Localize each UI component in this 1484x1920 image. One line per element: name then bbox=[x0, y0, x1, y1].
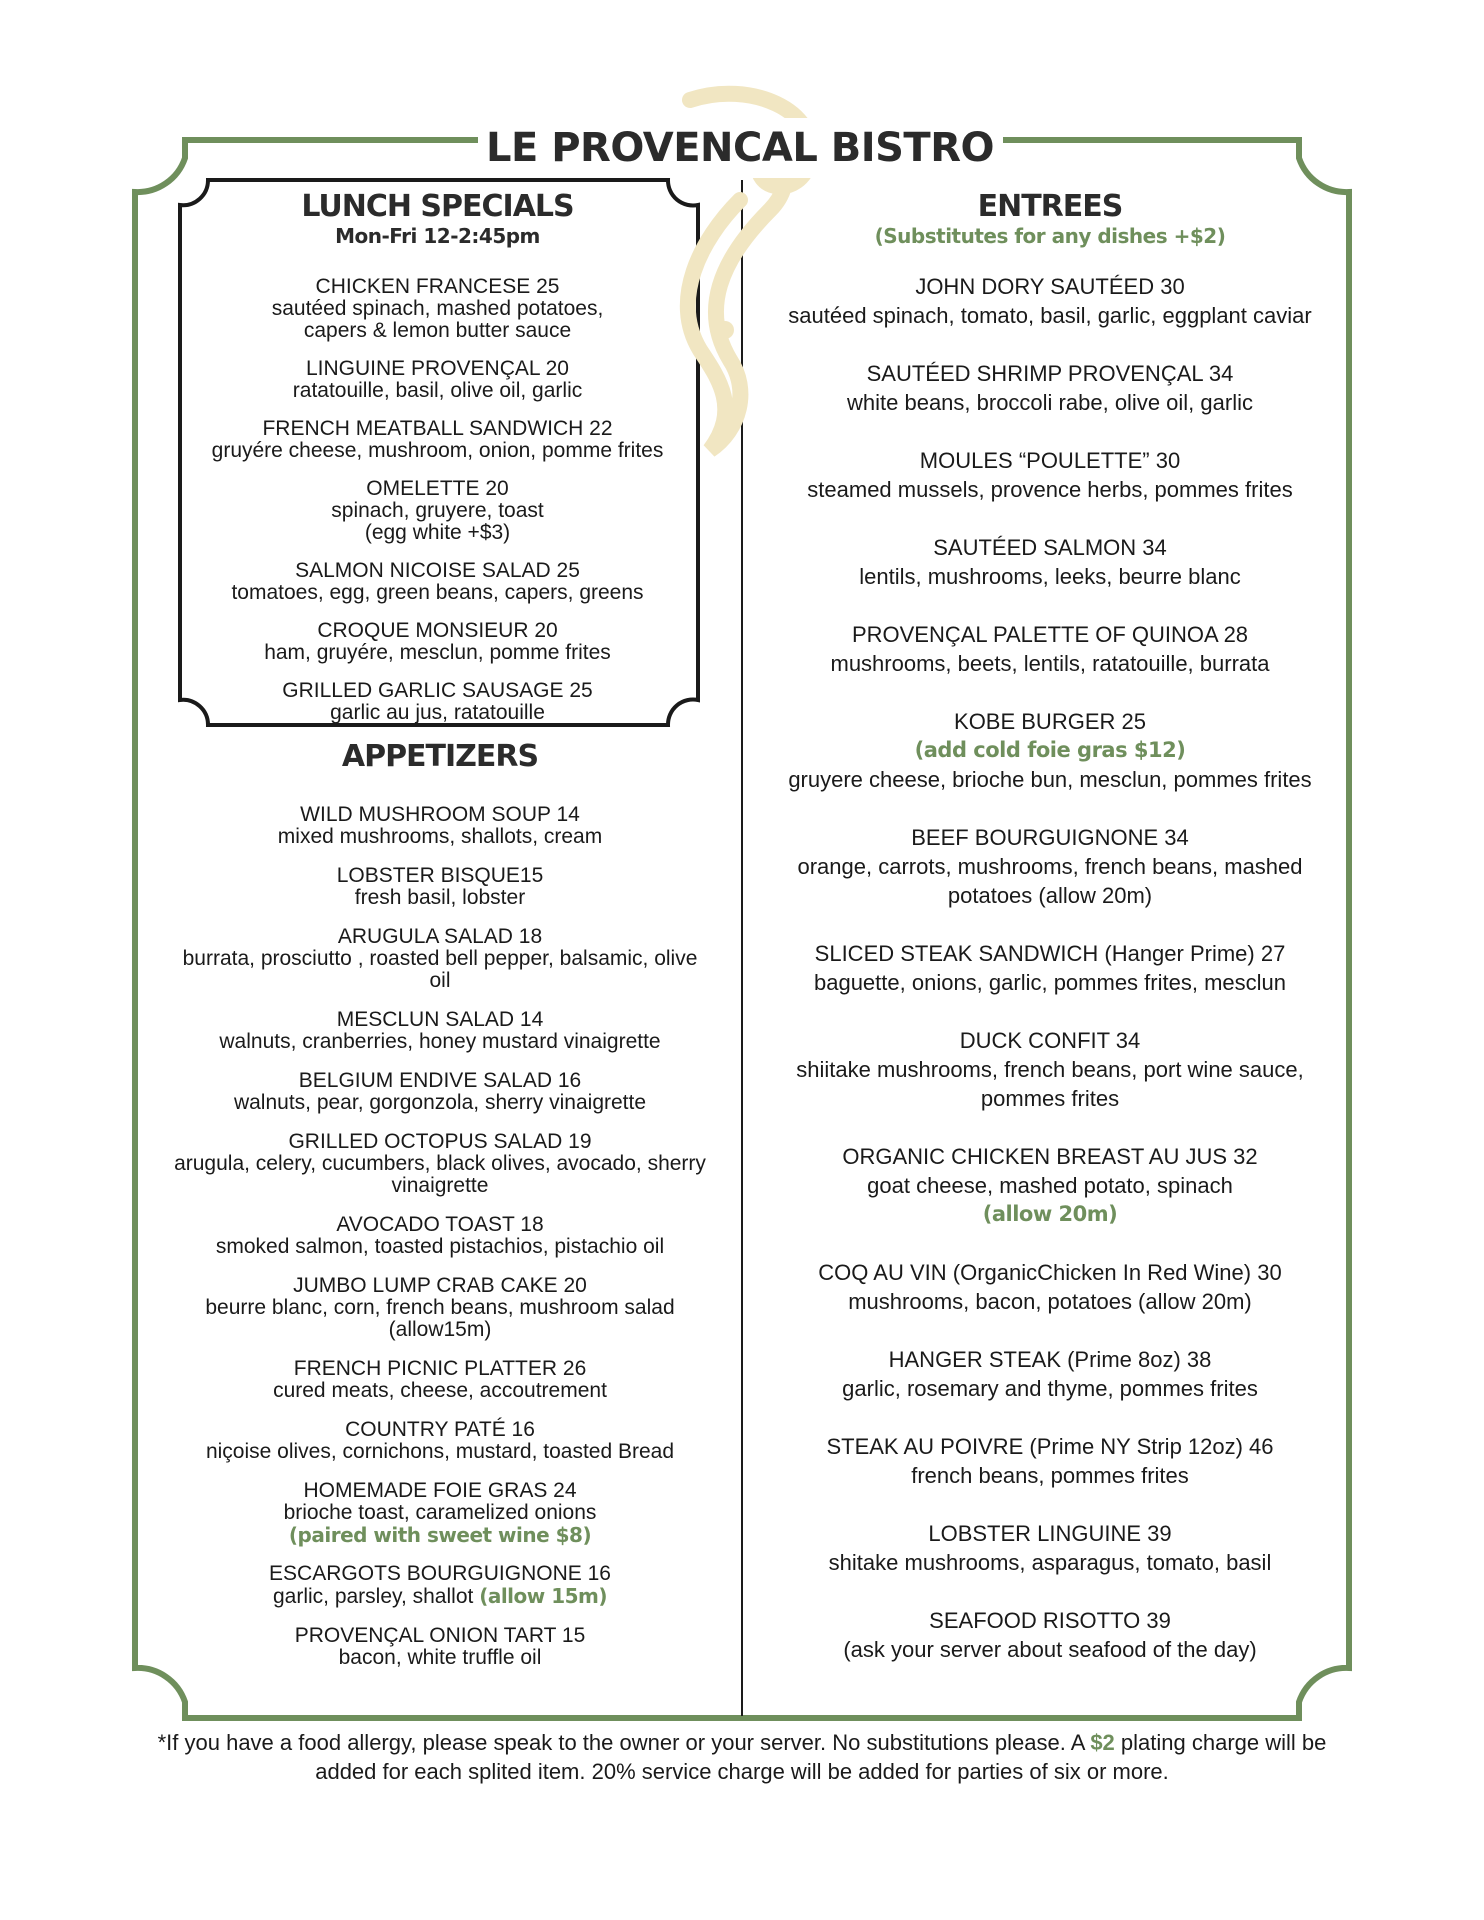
item-description: fresh basil, lobster bbox=[354, 886, 526, 909]
item-description: pommes frites bbox=[980, 1086, 1120, 1111]
item-description: lentils, mushrooms, leeks, beurre blanc bbox=[859, 564, 1241, 589]
item-name: STEAK AU POIVRE (Prime NY Strip 12oz) 46 bbox=[826, 1434, 1274, 1459]
footer-line-1 bbox=[130, 1728, 1354, 1757]
item-description: smoked salmon, toasted pistachios, pistachio oil bbox=[215, 1235, 665, 1258]
item-name: HANGER STEAK (Prime 8oz) 38 bbox=[888, 1347, 1212, 1372]
menu-item bbox=[145, 926, 735, 992]
menu-item bbox=[185, 478, 690, 544]
item-name: CHICKEN FRANCESE 25 bbox=[315, 275, 560, 298]
item-description: white beans, broccoli rabe, olive oil, garlic bbox=[847, 390, 1253, 415]
menu-item bbox=[760, 620, 1340, 678]
lunch-item-list bbox=[185, 276, 690, 724]
item-description: garlic, rosemary and thyme, pommes frites bbox=[842, 1376, 1258, 1401]
restaurant-title: LE PROVENCAL BISTRO bbox=[480, 118, 1000, 178]
menu-item bbox=[145, 1214, 735, 1258]
item-name: DUCK CONFIT 34 bbox=[959, 1028, 1141, 1053]
appetizers-heading: APPETIZERS bbox=[341, 739, 539, 774]
item-description: oil bbox=[429, 969, 451, 992]
item-name: SAUTÉED SHRIMP PROVENÇAL 34 bbox=[866, 361, 1234, 386]
entrees-subtitle: (Substitutes for any dishes +$2) bbox=[874, 224, 1226, 248]
menu-item bbox=[760, 533, 1340, 591]
item-description: sautéed spinach, mashed potatoes, bbox=[271, 297, 604, 320]
item-description: (ask your server about seafood of the day) bbox=[843, 1637, 1257, 1662]
item-description: baguette, onions, garlic, pommes frites, mesclun bbox=[813, 970, 1286, 995]
item-description: niçoise olives, cornichons, mustard, toasted Bread bbox=[205, 1440, 675, 1463]
item-name: OMELETTE 20 bbox=[366, 477, 509, 500]
item-name: WILD MUSHROOM SOUP 14 bbox=[300, 803, 580, 826]
appetizer-item-list bbox=[145, 804, 735, 1669]
menu-item bbox=[760, 1345, 1340, 1403]
item-description: brioche toast, caramelized onions bbox=[283, 1501, 597, 1524]
item-name: PROVENÇAL ONION TART 15 bbox=[294, 1624, 586, 1647]
item-description-line bbox=[145, 1585, 735, 1608]
item-description: bacon, white truffle oil bbox=[338, 1646, 542, 1669]
menu-item bbox=[185, 620, 690, 664]
item-description: cured meats, cheese, accoutrement bbox=[273, 1379, 607, 1402]
item-name: FRENCH PICNIC PLATTER 26 bbox=[293, 1357, 587, 1380]
footer-text: plating charge will be bbox=[1114, 1730, 1327, 1755]
item-description: sautéed spinach, tomato, basil, garlic, eggplant caviar bbox=[788, 303, 1312, 328]
item-note: (add cold foie gras $12) bbox=[914, 738, 1186, 762]
item-description: spinach, gruyere, toast bbox=[331, 499, 544, 522]
item-description: walnuts, pear, gorgonzola, sherry vinaigrette bbox=[233, 1091, 647, 1114]
item-description: walnuts, cranberries, honey mustard vinaigrette bbox=[219, 1030, 661, 1053]
item-description: capers & lemon butter sauce bbox=[303, 319, 572, 342]
item-note: (paired with sweet wine $8) bbox=[288, 1523, 592, 1547]
item-name: SALMON NICOISE SALAD 25 bbox=[295, 559, 580, 582]
item-name: LOBSTER LINGUINE 39 bbox=[928, 1521, 1172, 1546]
item-name: JOHN DORY SAUTÉED 30 bbox=[915, 274, 1185, 299]
lunch-specials-section bbox=[185, 190, 690, 724]
item-name: LINGUINE PROVENÇAL 20 bbox=[306, 357, 569, 380]
menu-item bbox=[760, 1519, 1340, 1577]
menu-item bbox=[145, 1625, 735, 1669]
item-description: ratatouille, basil, olive oil, garlic bbox=[292, 379, 583, 402]
allergy-footer-note bbox=[130, 1728, 1354, 1786]
item-description: arugula, celery, cucumbers, black olives, avocado, sherry bbox=[174, 1152, 706, 1175]
menu-item bbox=[760, 1026, 1340, 1113]
item-description: (egg white +$3) bbox=[364, 521, 511, 544]
menu-item bbox=[185, 358, 690, 402]
item-name: ESCARGOTS BOURGUIGNONE 16 bbox=[269, 1562, 611, 1585]
item-name: SEAFOOD RISOTTO 39 bbox=[929, 1608, 1171, 1633]
menu-item bbox=[145, 1480, 735, 1546]
menu-item bbox=[760, 446, 1340, 504]
entrees-heading: ENTREES bbox=[977, 189, 1123, 224]
item-description: burrata, prosciutto , roasted bell pepper, balsamic, olive bbox=[182, 947, 698, 970]
item-name: MESCLUN SALAD 14 bbox=[336, 1008, 544, 1031]
item-name: ORGANIC CHICKEN BREAST AU JUS 32 bbox=[842, 1144, 1258, 1169]
item-note: (allow 15m) bbox=[479, 1584, 608, 1608]
menu-item bbox=[185, 560, 690, 604]
entree-item-list bbox=[760, 272, 1340, 1664]
menu-item bbox=[145, 1358, 735, 1402]
item-description: mixed mushrooms, shallots, cream bbox=[277, 825, 603, 848]
item-description: potatoes (allow 20m) bbox=[947, 883, 1153, 908]
item-description: gruyere cheese, brioche bun, mesclun, pommes frites bbox=[788, 767, 1312, 792]
item-name: GRILLED OCTOPUS SALAD 19 bbox=[288, 1130, 592, 1153]
menu-item bbox=[145, 1275, 735, 1341]
item-description: beurre blanc, corn, french beans, mushroom salad bbox=[205, 1296, 675, 1319]
item-name: LOBSTER BISQUE15 bbox=[336, 864, 544, 887]
menu-item bbox=[145, 865, 735, 909]
lunch-hours: Mon-Fri 12-2:45pm bbox=[335, 224, 540, 248]
item-name: FRENCH MEATBALL SANDWICH 22 bbox=[262, 417, 613, 440]
menu-item bbox=[145, 1131, 735, 1197]
item-description: (allow15m) bbox=[388, 1318, 492, 1341]
item-name: ARUGULA SALAD 18 bbox=[337, 925, 543, 948]
item-name: KOBE BURGER 25 bbox=[954, 709, 1146, 734]
menu-item bbox=[185, 418, 690, 462]
menu-item bbox=[760, 707, 1340, 794]
menu-item bbox=[760, 359, 1340, 417]
item-name: SLICED STEAK SANDWICH (Hanger Prime) 27 bbox=[814, 941, 1286, 966]
item-description: mushrooms, beets, lentils, ratatouille, burrata bbox=[830, 651, 1270, 676]
item-note: (allow 20m) bbox=[982, 1202, 1118, 1226]
item-description: garlic, parsley, shallot bbox=[272, 1585, 474, 1608]
item-description: garlic au jus, ratatouille bbox=[330, 701, 545, 724]
menu-item bbox=[145, 804, 735, 848]
appetizers-section bbox=[145, 740, 735, 1669]
footer-text: *If you have a food allergy, please speak to the owner or your server. No substitutions please. A bbox=[157, 1730, 1091, 1755]
item-name: AVOCADO TOAST 18 bbox=[336, 1213, 544, 1236]
menu-item bbox=[760, 1606, 1340, 1664]
item-description: tomatoes, egg, green beans, capers, greens bbox=[231, 581, 644, 604]
entrees-section bbox=[760, 190, 1340, 1664]
item-description: vinaigrette bbox=[391, 1174, 489, 1197]
footer-line-2: added for each splited item. 20% service charge will be added for parties of six or more. bbox=[315, 1759, 1169, 1784]
menu-item bbox=[760, 823, 1340, 910]
menu-item bbox=[145, 1009, 735, 1053]
item-name: HOMEMADE FOIE GRAS 24 bbox=[303, 1479, 577, 1502]
item-name: COUNTRY PATÉ 16 bbox=[345, 1418, 535, 1441]
lunch-heading: LUNCH SPECIALS bbox=[301, 189, 574, 224]
item-name: BEEF BOURGUIGNONE 34 bbox=[911, 825, 1189, 850]
item-name: CROQUE MONSIEUR 20 bbox=[317, 619, 558, 642]
item-description: mushrooms, bacon, potatoes (allow 20m) bbox=[848, 1289, 1252, 1314]
item-description: shiitake mushrooms, french beans, port wine sauce, bbox=[796, 1057, 1304, 1082]
item-name: BELGIUM ENDIVE SALAD 16 bbox=[298, 1069, 582, 1092]
menu-item bbox=[760, 272, 1340, 330]
item-name: JUMBO LUMP CRAB CAKE 20 bbox=[293, 1274, 587, 1297]
item-description: steamed mussels, provence herbs, pommes frites bbox=[807, 477, 1293, 502]
menu-item bbox=[760, 939, 1340, 997]
item-description: ham, gruyére, mesclun, pomme frites bbox=[264, 641, 611, 664]
menu-item bbox=[185, 680, 690, 724]
item-name: COQ AU VIN (OrganicChicken In Red Wine) 30 bbox=[818, 1260, 1282, 1285]
item-name: GRILLED GARLIC SAUSAGE 25 bbox=[282, 679, 593, 702]
menu-item bbox=[760, 1258, 1340, 1316]
item-name: MOULES “POULETTE” 30 bbox=[919, 448, 1181, 473]
item-description: gruyére cheese, mushroom, onion, pomme frites bbox=[211, 439, 664, 462]
menu-item bbox=[145, 1070, 735, 1114]
item-description: shitake mushrooms, asparagus, tomato, basil bbox=[828, 1550, 1272, 1575]
menu-item bbox=[760, 1142, 1340, 1229]
item-description: orange, carrots, mushrooms, french beans, mashed bbox=[797, 854, 1303, 879]
plating-charge-highlight: $2 bbox=[1090, 1730, 1115, 1755]
item-description: french beans, pommes frites bbox=[911, 1463, 1189, 1488]
menu-item bbox=[145, 1563, 735, 1608]
menu-item bbox=[185, 276, 690, 342]
item-name: PROVENÇAL PALETTE OF QUINOA 28 bbox=[851, 622, 1249, 647]
menu-item bbox=[145, 1419, 735, 1463]
item-description: goat cheese, mashed potato, spinach bbox=[867, 1173, 1233, 1198]
item-name: SAUTÉED SALMON 34 bbox=[933, 535, 1167, 560]
menu-item bbox=[760, 1432, 1340, 1490]
